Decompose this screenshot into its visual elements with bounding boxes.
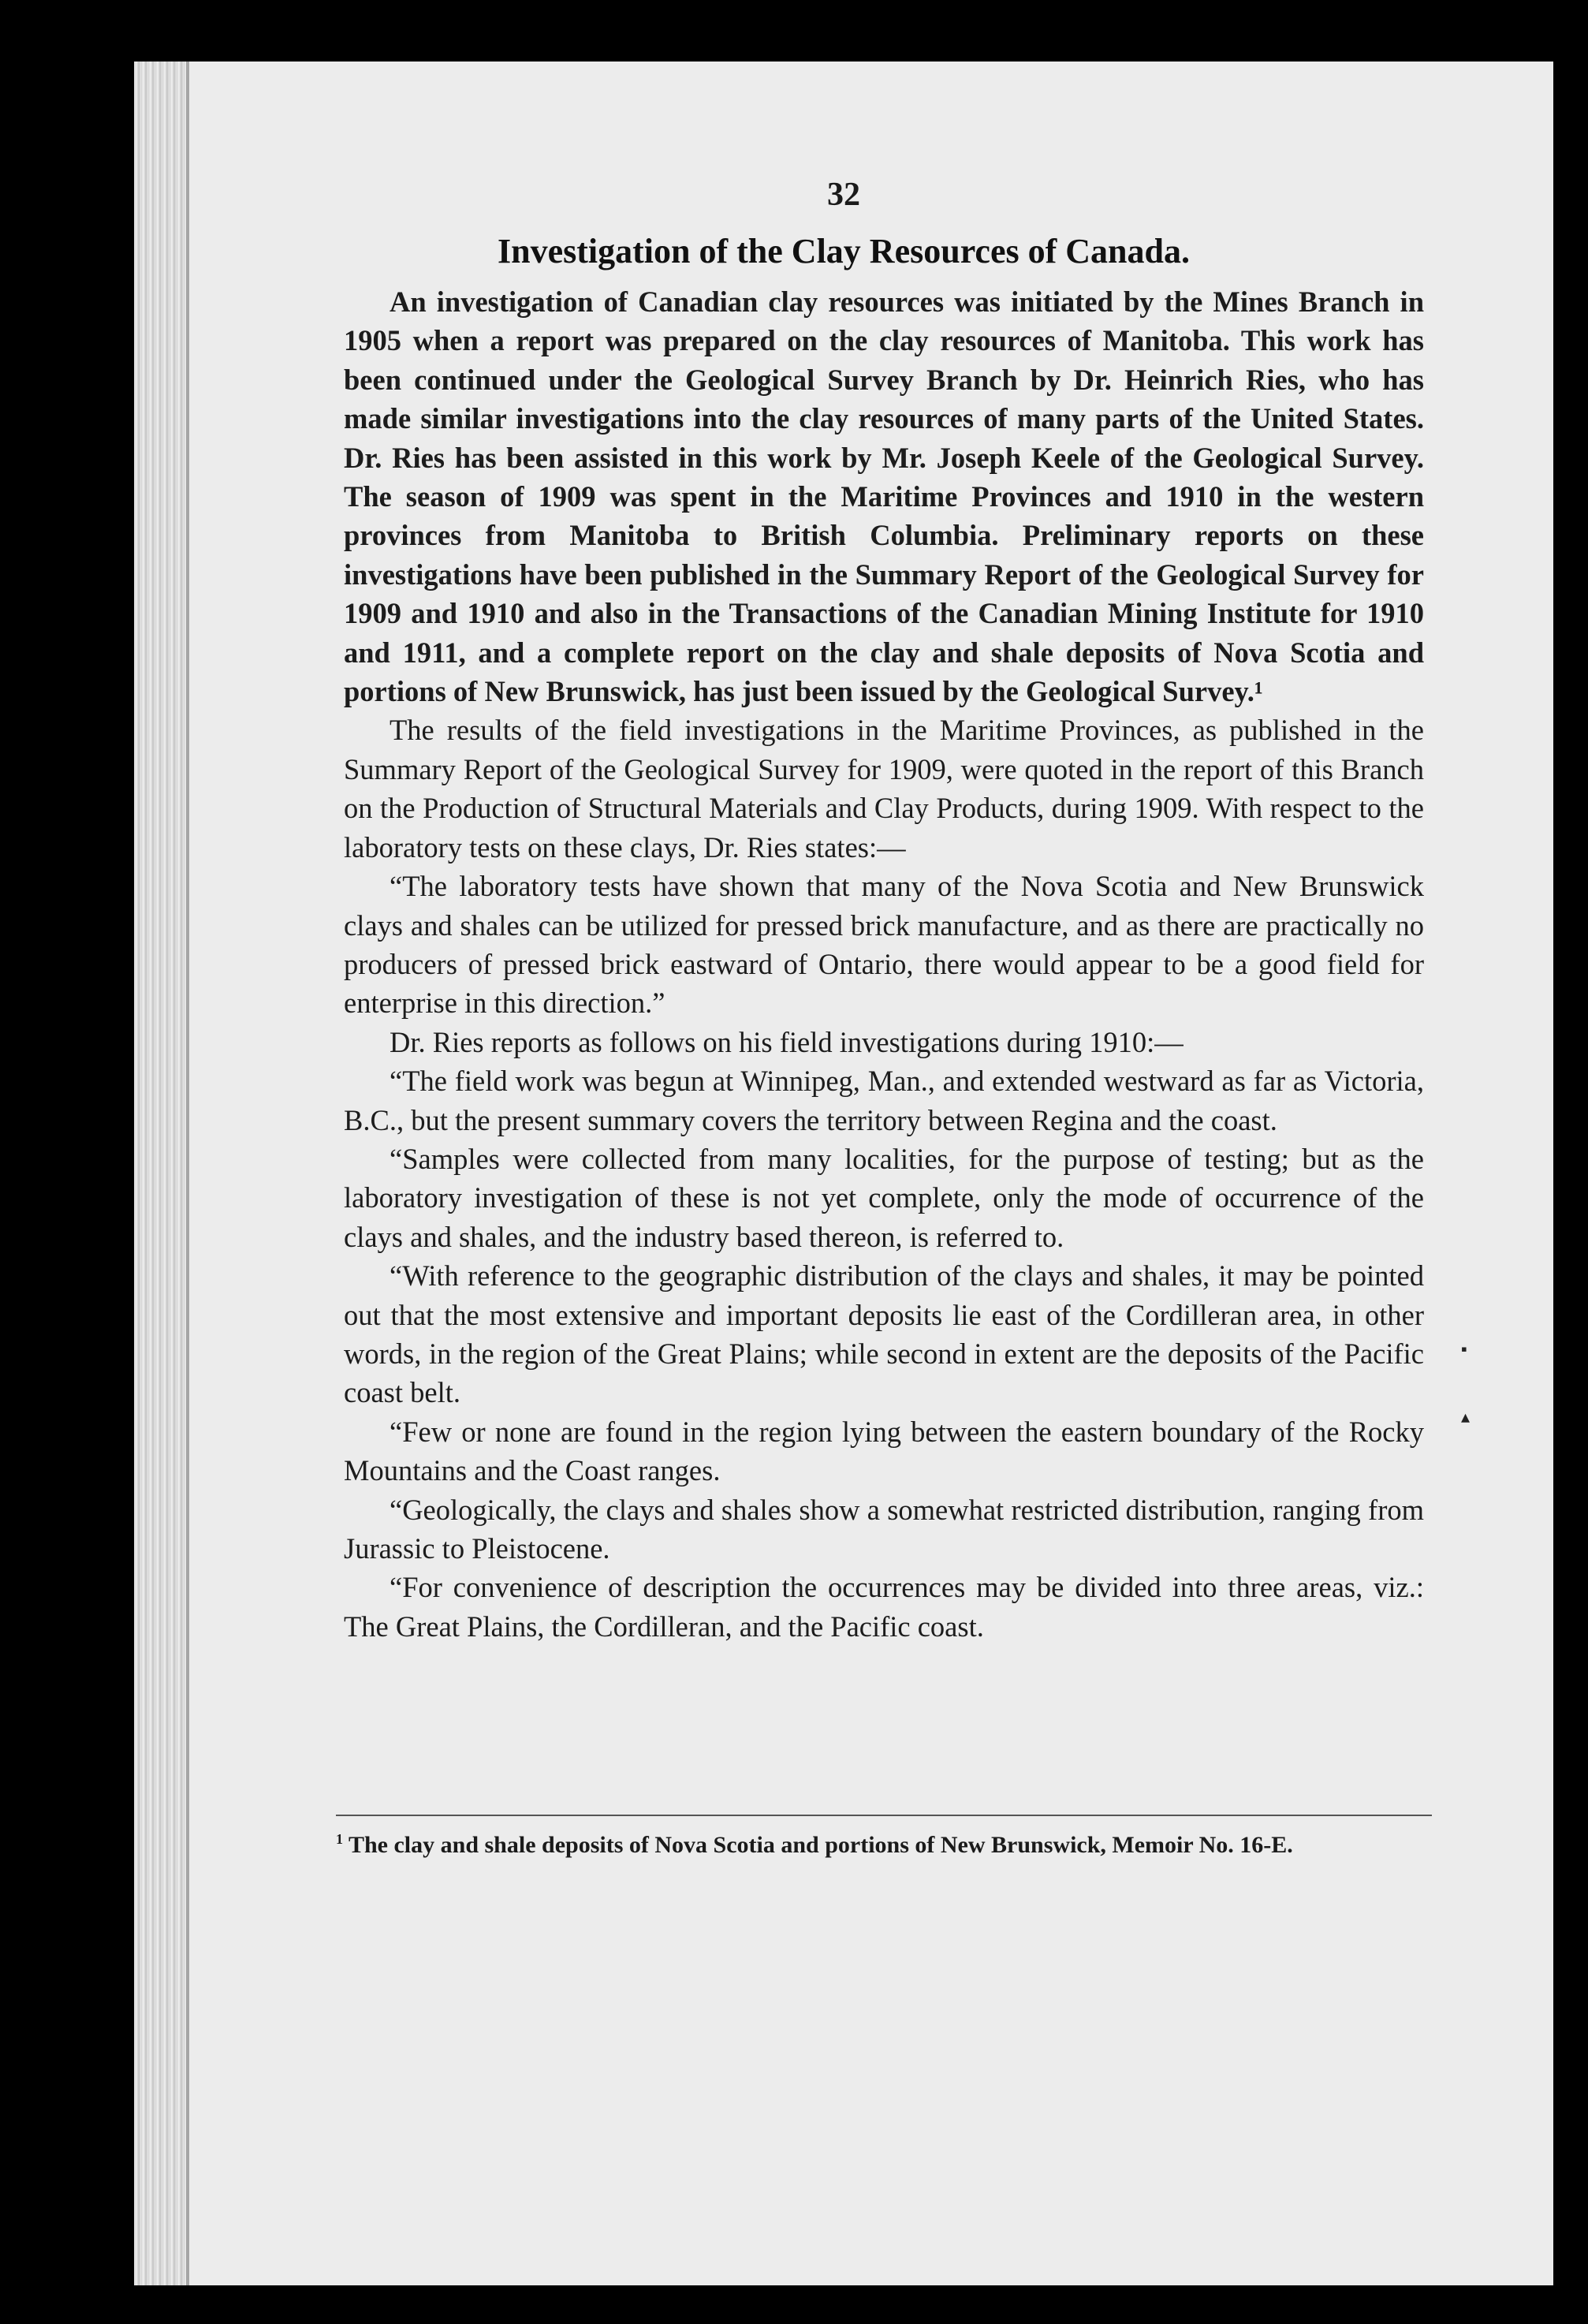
book-page-edges — [134, 62, 189, 2285]
footnote — [336, 1828, 1432, 1856]
margin-dot-mark: ▪ — [1461, 1339, 1467, 1359]
quote-rocky-mountains: “Few or none are found in the region lying between the eastern boundary of the Rocky Mountains and the Coast ranges. — [344, 1415, 1424, 1487]
paragraph-maritime-results: The results of the field investigations in the Maritime Provinces, as published in the Summary Report of the Geological Survey for 1909, were quoted in the report of this Branch on the Production of Structural Materials and Clay Products, during 1909. With respect to the laboratory tests on these clays, Dr. Ries states:— — [344, 714, 1424, 864]
margin-dot-mark: ▴ — [1461, 1407, 1471, 1427]
section-heading: Investigation of the Clay Resources of Canada. — [498, 232, 1190, 270]
footnote-marker: 1 — [336, 1831, 343, 1847]
quote-geologically: “Geologically, the clays and shales show a somewhat restricted distribution, ranging from Jurassic to Pleistocene. — [344, 1493, 1424, 1565]
body-text — [344, 282, 1424, 1646]
quote-field-work: “The field work was begun at Winnipeg, Man., and extended westward as far as Victoria, B.C., but the present summary covers the territory between Regina and the coast. — [344, 1065, 1424, 1136]
quote-laboratory-tests: “The laboratory tests have shown that many of the Nova Scotia and New Brunswick clays and shales can be utilized for pressed brick manufacture, and as there are practically no producers of pressed brick eastward of Ontario, there would appear to be a good field for enterprise in this direction.” — [344, 870, 1424, 1020]
paragraph-field-reports: Dr. Ries reports as follows on his field investigations during 1910:— — [390, 1025, 1184, 1058]
footnote-text: The clay and shale deposits of Nova Scotia and portions of New Brunswick, Memoir No. 16-E. — [348, 1832, 1293, 1858]
quote-samples: “Samples were collected from many localities, for the purpose of testing; but as the laboratory investigation of these is not yet complete, only the mode of occurrence of the clays and shales, and the industry based thereon, is referred to. — [344, 1142, 1424, 1253]
quote-geographic-distribution: “With reference to the geographic distribution of the clays and shales, it may be pointed out that the most extensive and important deposits lie east of the Cordilleran area, in other words, in the region of the Great Plains; while second in extent are the deposits of the Pacific coast belt. — [344, 1259, 1424, 1409]
scanned-page — [134, 62, 1553, 2285]
quote-convenience: “For convenience of description the occurrences may be divided into three areas, viz.: The Great Plains, the Cordilleran, and the Pacific coast. — [344, 1571, 1424, 1643]
page-number: 32 — [827, 177, 860, 213]
paragraph-intro: An investigation of Canadian clay resources was initiated by the Mines Branch in 1905 when a report was prepared on the clay resources of Manitoba. This work has been continued under the Geological Survey Branch by Dr. Heinrich Ries, who has made similar investigations into the clay resources of many parts of the United States. Dr. Ries has been assisted in this work by Mr. Joseph Keele of the Geological Survey. The season of 1909 was spent in the Maritime Provinces and 1910 in the western provinces from Manitoba to British Columbia. Preliminary reports on these investigations have been published in the Summary Report of the Geological Survey for 1909 and 1910 and also in the Transactions of the Canadian Mining Institute for 1910 and 1911, and a complete report on the clay and shale deposits of Nova Scotia and portions of New Brunswick, has just been issued by the Geological Survey.¹ — [344, 285, 1424, 708]
footnote-rule — [336, 1815, 1432, 1816]
